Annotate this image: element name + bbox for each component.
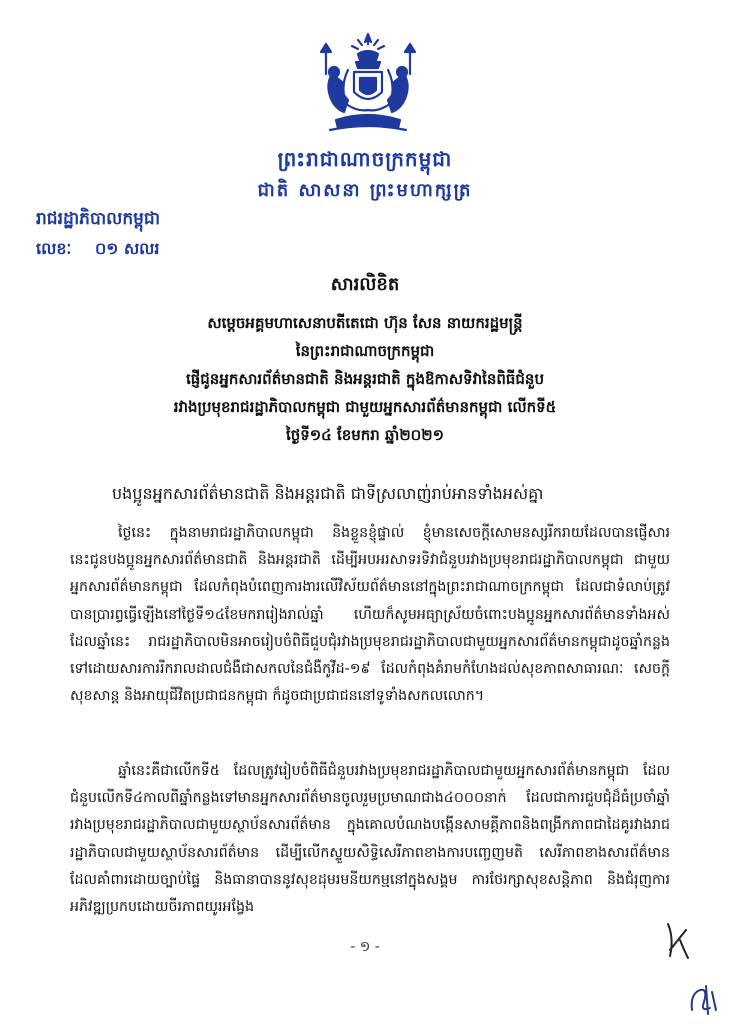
kingdom-heading: ព្រះរាជាណាចក្រកម្ពុជា bbox=[277, 147, 453, 171]
title-line-2: នៃព្រះរាជាណាចក្រកម្ពុជា bbox=[295, 342, 435, 360]
royal-coat-of-arms-emblem bbox=[318, 30, 418, 140]
page-number: - ១ - bbox=[350, 939, 380, 955]
handwritten-initial-mark-bottom bbox=[686, 980, 718, 1018]
reference-label: លេខៈ bbox=[36, 239, 72, 258]
title-date: ថ្ងៃទី១៤ ខែមករា ឆ្នាំ២០២១ bbox=[285, 426, 445, 444]
national-motto: ជាតិ សាសនា ព្រះមហាក្សត្រ bbox=[257, 180, 473, 201]
document-type-title: សារលិខិត bbox=[330, 274, 400, 295]
reference-number bbox=[36, 238, 160, 262]
issuing-office: រាជរដ្ឋាភិបាលកម្ពុជា bbox=[36, 209, 161, 229]
title-line-4: រវាងប្រមុខរាជរដ្ឋាភិបាលកម្ពុជា ជាមួយអ្នកសារព័ត៌មានកម្ពុជា លើកទី៥ bbox=[173, 398, 557, 416]
salutation: បងប្អូនអ្នកសារព័ត៌មានជាតិ និងអន្តរជាតិ ជាទីស្រលាញ់រាប់អានទាំងអស់គ្នា bbox=[112, 484, 544, 503]
title-line-1: សម្តេចអគ្គមហាសេនាបតីតេជោ ហ៊ុន សែន នាយករដ្ឋមន្ត្រី bbox=[207, 314, 523, 332]
handwritten-initial-mark bbox=[660, 920, 694, 962]
body-paragraph-1: ថ្ងៃនេះ ក្នុងនាមរាជរដ្ឋាភិបាលកម្ពុជា និងខ្លួនខ្ញុំផ្ទាល់ ខ្ញុំមានសេចក្តីសោមនស្សរីករាយដែលបានផ្ញើសារនេះជូនបងប្អូនអ្នកសារព័ត៌មានជាតិ និងអន្តរជាតិ ដើម្បីអបអរសាទរទិវាជំនួបរវាងប្រមុខរាជរដ្ឋាភិបាលកម្ពុជា ជាមួយអ្នកសារព័ត៌មានកម្ពុជា ដែលកំពុងបំពេញការងារលើវិស័យព័ត៌មាននៅក្នុងព្រះរាជាណាចក្រកម្ពុជា ដែលជាទំលាប់ត្រូវបានប្រារព្ធធ្វើឡើងនៅថ្ងៃទី១៤ខែមករារៀងរាល់ឆ្នាំ ហើយក៏សូមអធ្យាស្រ័យចំពោះបងប្អូនអ្នកសារព័ត៌មានទាំងអស់ដែលឆ្នាំនេះ រាជរដ្ឋាភិបាលមិនអាចរៀបចំពិធីជួបជុំរវាងប្រមុខរាជរដ្ឋាភិបាលជាមួយអ្នកសារព័ត៌មានកម្ពុជាដូចឆ្នាំកន្លងទៅដោយសារការរីករាលដាលជំងឺជាសកលនៃជំងឺកូវីដ-១៩ ដែលកំពុងគំរាមកំហែងដល់សុខភាពសាធារណៈ សេចក្តីសុខសាន្ត និងអាយុជីវិតប្រជាជនកម្ពុជា ក៏ដូចជាប្រជាជននៅទូទាំងសកលលោក។ bbox=[70, 525, 670, 705]
body-paragraph-2: ឆ្នាំនេះគឺជាលើកទី៥ ដែលត្រូវរៀបចំពិធីជំនួបរវាងប្រមុខរាជរដ្ឋាភិបាលជាមួយអ្នកសារព័ត៌មានកម្ពុជា ដែលជំនួបលើកទី៤កាលពីឆ្នាំកន្លងទៅមានអ្នកសារព័ត៌មានចូលរួមប្រមាណជាង៤០០០នាក់ ដែលជាការជួបជុំដ៏ធំប្រចាំឆ្នាំរវាងប្រមុខរាជរដ្ឋាភិបាលជាមួយស្ថាប័នសារព័ត៌មាន ក្នុងគោលបំណងបង្កើនសាមគ្គីភាពនិងពង្រីកភាពជាដៃគូរវាងរាជរដ្ឋាភិបាលជាមួយស្ថាប័នសារព័ត៌មាន ដើម្បីលើកស្ទួយសិទ្ធិសេរីភាពខាងការបញ្ចេញមតិ សេរីភាពខាងសារព័ត៌មានដែលគាំពារដោយច្បាប់ផ្ទៃ និងធានាបាននូវសុខដុមរមនីយកម្មនៅក្នុងសង្គម ការថែរក្សាសុខសន្តិភាព និងជំរុញការអភិវឌ្ឍប្រកបដោយចីរភាពយូរអង្វែង bbox=[70, 763, 670, 916]
reference-value: ០១ សលរ bbox=[94, 239, 160, 258]
title-line-3: ផ្ញើជូនអ្នកសារព័ត៌មានជាតិ និងអន្តរជាតិ ក្នុងឱកាសទិវានៃពិធីជំនួប bbox=[186, 370, 544, 388]
letter-title-block bbox=[60, 272, 670, 449]
